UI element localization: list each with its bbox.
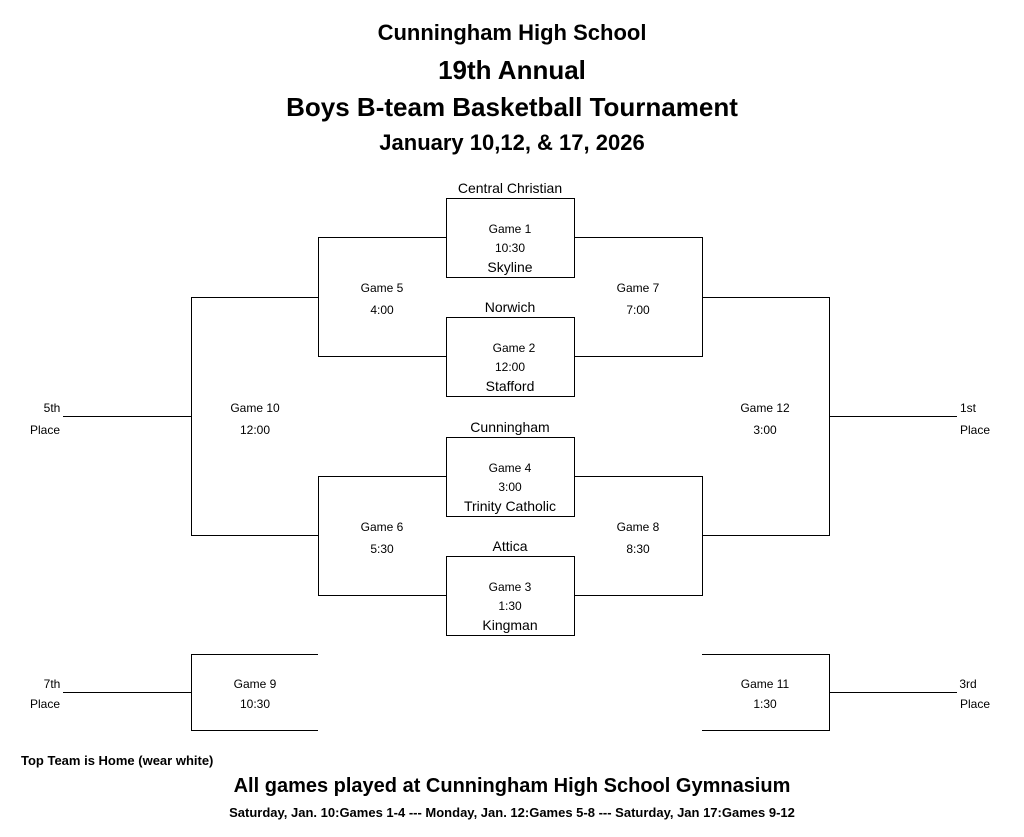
fifth-place-rank: 5th — [43, 401, 61, 415]
game-2-label: Game 2 — [492, 341, 536, 355]
game-4-label: Game 4 — [488, 461, 532, 475]
game-9-label: Game 9 — [233, 677, 277, 691]
school-title: Cunningham High School — [377, 20, 647, 45]
game-3-time: 1:30 — [498, 599, 522, 613]
first-place-rank: 1st — [959, 401, 977, 415]
game-1-time: 10:30 — [494, 241, 526, 255]
tournament-dates: January 10,12, & 17, 2026 — [379, 130, 645, 155]
game-12-time: 3:00 — [753, 423, 777, 437]
venue-note: All games played at Cunningham High School Gymnasium — [233, 775, 791, 797]
game-8-label: Game 8 — [616, 520, 660, 534]
third-place-label: Place — [959, 697, 991, 711]
game-9-time: 10:30 — [239, 697, 271, 711]
team-skyline: Skyline — [487, 259, 533, 275]
game-6-label: Game 6 — [360, 520, 404, 534]
team-cunningham: Cunningham — [470, 419, 550, 435]
game-7-label: Game 7 — [616, 281, 660, 295]
game-8-time: 8:30 — [626, 542, 650, 556]
team-central-christian: Central Christian — [457, 180, 563, 196]
game-11-label: Game 11 — [740, 677, 790, 691]
first-place-label: Place — [959, 423, 991, 437]
seventh-place-label: Place — [29, 697, 61, 711]
game-5-label: Game 5 — [360, 281, 404, 295]
schedule-note: Saturday, Jan. 10:Games 1-4 --- Monday, Jan. 12:Games 5-8 --- Saturday, Jan 17:Games 9-12 — [229, 805, 795, 820]
game-5-time: 4:00 — [370, 303, 394, 317]
game-6-time: 5:30 — [370, 542, 394, 556]
team-norwich: Norwich — [484, 299, 536, 315]
game-2-time: 12:00 — [494, 360, 526, 374]
game-4-time: 3:00 — [498, 480, 522, 494]
game-11-time: 1:30 — [753, 697, 777, 711]
team-stafford: Stafford — [485, 378, 535, 394]
game-1-label: Game 1 — [488, 222, 532, 236]
game-10-time: 12:00 — [239, 423, 271, 437]
team-kingman: Kingman — [482, 617, 538, 633]
seventh-place-rank: 7th — [43, 677, 61, 691]
team-trinity-catholic: Trinity Catholic — [463, 498, 557, 514]
game-7-time: 7:00 — [626, 303, 650, 317]
annual-title: 19th Annual — [438, 55, 586, 85]
fifth-place-label: Place — [29, 423, 61, 437]
tournament-title: Boys B-team Basketball Tournament — [286, 92, 738, 122]
team-attica: Attica — [492, 538, 528, 554]
game-10-label: Game 10 — [230, 401, 280, 415]
third-place-rank: 3rd — [959, 677, 977, 691]
game-3-label: Game 3 — [488, 580, 532, 594]
game-12-label: Game 12 — [740, 401, 790, 415]
home-team-note: Top Team is Home (wear white) — [21, 753, 214, 768]
